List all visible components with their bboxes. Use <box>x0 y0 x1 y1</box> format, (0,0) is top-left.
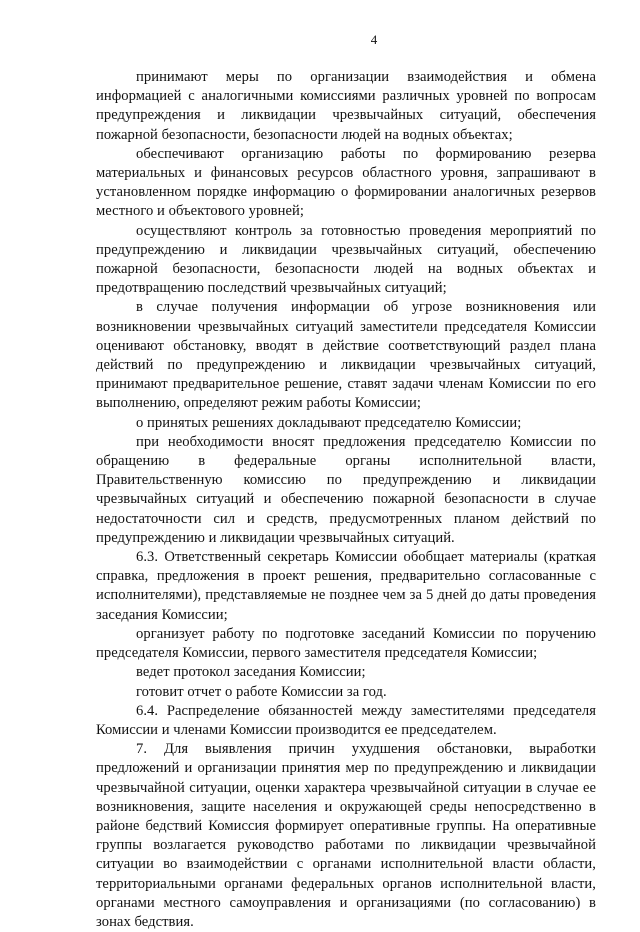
paragraph-8: организует работу по подготовке заседаний Комиссии по поручению председателя Комиссии, первого заместителя председателя Комиссии; <box>96 625 596 662</box>
paragraph-12: 7. Для выявления причин ухудшения обстановки, выработки предложений и организации принятия мер по предупреждению и ликвидации чрезвычайной ситуации, оценки характера чрезвычайной ситуации в случае ее возникновения, защите населения и окружающей среды непосредственно в районе бедствий Комиссия формирует оперативные группы. На оперативные группы возлагается руководство работами по ликвидации чрезвычайной ситуации во взаимодействии с органами исполнительной власти области, территориальными органами федеральных органов исполнительной власти, органами местного самоуправления и организациями (по согласованию) в зонах бедствия. <box>96 741 596 930</box>
paragraph-3: осуществляют контроль за готовностью проведения мероприятий по предупреждению и ликвидации чрезвычайных ситуаций, обеспечению пожарной безопасности, безопасности людей на водных объектах и предотвращению последствий чрезвычайных ситуаций; <box>96 222 596 297</box>
paragraph-4: в случае получения информации об угрозе возникновения или возникновении чрезвычайных ситуаций заместители председателя Комиссии оценивают обстановку, вводят в действие соответствующий раздел плана действий по предупреждению и ликвидации чрезвычайных ситуаций, принимают предварительное решение, ставят задачи членам Комиссии по его выполнению, определяют режим работы Комиссии; <box>96 299 596 412</box>
paragraph-2: обеспечивают организацию работы по формированию резерва материальных и финансовых ресурсов областного уровня, запрашивают в установленном порядке информацию о формировании аналогичных резервов местного и объектового уровней; <box>96 145 596 220</box>
paragraph-7: 6.3. Ответственный секретарь Комиссии обобщает материалы (краткая справка, предложения в проект решения, предварительно согласованные с исполнителями), представляемые не позднее чем за 5 дней до даты проведения заседания Комиссии; <box>96 549 596 623</box>
paragraph-1: принимают меры по организации взаимодействия и обмена информацией с аналогичными комиссиями различных уровней по вопросам предупреждения и ликвидации чрезвычайных ситуаций, обеспечения пожарной безопасности, безопасности людей на водных объектах; <box>96 69 596 143</box>
paragraph-11: 6.4. Распределение обязанностей между заместителями председателя Комиссии и членами Комиссии производится ее председателем. <box>96 702 596 738</box>
paragraph-5: о принятых решениях докладывают председателю Комиссии; <box>136 414 522 431</box>
paragraph-10: готовит отчет о работе Комиссии за год. <box>136 683 387 700</box>
page-number: 4 <box>370 32 378 47</box>
paragraph-6: при необходимости вносят предложения председателю Комиссии по обращению в федеральные органы исполнительной власти, Правительственную комиссию по предупреждению и ликвидации чрезвычайных ситуаций и обеспечению пожарной безопасности в случае недостаточности сил и средств, предусмотренных планом действий по предупреждению и ликвидации чрезвычайных ситуаций. <box>96 433 596 546</box>
document-body <box>96 68 596 932</box>
paragraph-9: ведет протокол заседания Комиссии; <box>136 664 366 681</box>
